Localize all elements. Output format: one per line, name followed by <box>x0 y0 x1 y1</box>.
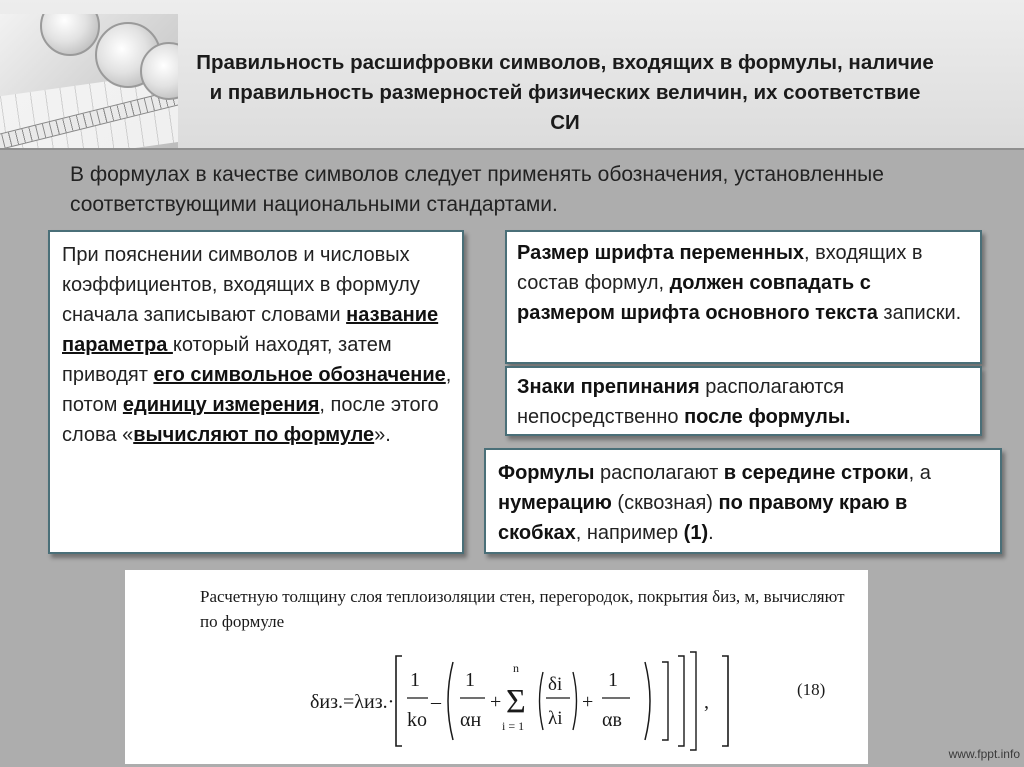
text: , входящих в состав формул, <box>517 242 923 294</box>
intro-text: В формулах в качестве символов следует применять обозначения, установленные соответствующими национальными стандартами. <box>70 163 884 216</box>
delta-i: δi <box>548 674 563 695</box>
text: , например <box>575 522 684 544</box>
text: (сквозная) <box>611 492 719 514</box>
plus-sign: + <box>582 691 594 713</box>
num-one: 1 <box>465 669 475 691</box>
emphasis: Знаки препинания <box>517 376 700 398</box>
formula-lhs: δиз.=λиз.· <box>310 691 395 713</box>
header-bar <box>0 0 1024 150</box>
formula-comma: , <box>704 691 709 713</box>
symbols-explanation-box <box>48 230 464 554</box>
emphasis: Размер шрифта переменных <box>517 242 805 264</box>
site-watermark: www.fppt.info <box>948 747 1020 761</box>
sum-upper: n <box>513 661 519 675</box>
text: , а <box>908 462 931 484</box>
equation-number: (18) <box>797 680 826 699</box>
text: располагаются непосредственно <box>517 376 845 428</box>
text: записки. <box>877 302 962 324</box>
emphasis: должен совпадать с размером шрифта основного текста <box>517 272 878 324</box>
emphasis: Формулы <box>498 462 595 484</box>
num-one: 1 <box>410 669 420 691</box>
text: , после этого слова « <box>62 394 439 446</box>
text: располагают <box>594 462 724 484</box>
slide-title: Правильность расшифровки символов, входящих в формулы, наличие и правильность размерностей физических величин, их соответствие СИ <box>196 51 934 134</box>
emphasis: единицу измерения <box>122 394 320 416</box>
alpha-n: αн <box>460 709 482 731</box>
formula-placement-box <box>484 448 1002 554</box>
emphasis: по правому краю в скобках <box>498 492 908 544</box>
lambda-i: λi <box>548 708 563 729</box>
num-one: 1 <box>608 669 618 691</box>
text: , потом <box>62 364 452 416</box>
minus-sign: – <box>431 691 441 713</box>
insulation-formula <box>310 646 730 756</box>
text: который находят, затем приводят <box>62 334 392 386</box>
emphasis: (1) <box>683 522 709 544</box>
sum-sign: Σ <box>506 683 526 720</box>
emphasis: после формулы. <box>684 406 851 428</box>
emphasis: вычисляют по формуле <box>133 424 375 446</box>
blueprint-rolls-image <box>0 14 178 148</box>
alpha-v: αв <box>602 709 622 731</box>
text: . <box>708 522 714 544</box>
k-outer: kо <box>407 709 427 731</box>
formula-example-image <box>125 570 868 764</box>
emphasis: его символьное обозначение <box>153 364 446 386</box>
punctuation-box <box>505 366 982 436</box>
text: ». <box>374 424 391 446</box>
emphasis: в середине строки <box>723 462 909 484</box>
emphasis: нумерацию <box>498 492 612 514</box>
example-text: Расчетную толщину слоя теплоизоляции стен, перегородок, покрытия δиз, м, вычисляют по формуле <box>200 587 845 631</box>
sum-lower: i = 1 <box>502 719 525 733</box>
font-size-box <box>505 230 982 364</box>
emphasis: название параметра <box>62 304 439 356</box>
plus-sign: + <box>490 691 502 713</box>
text: При пояснении символов и числовых коэффициентов, входящих в формулу сначала записывают словами <box>62 244 420 326</box>
